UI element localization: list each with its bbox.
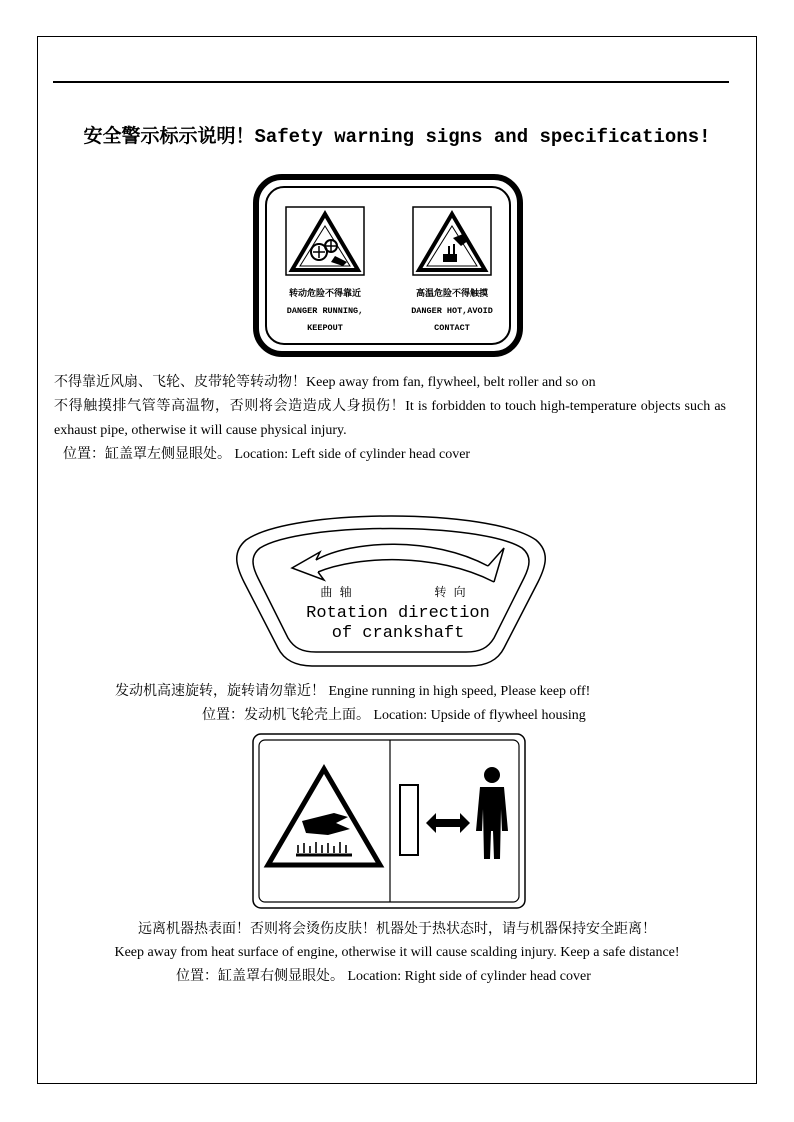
warning-label-running-hot xyxy=(253,174,523,358)
header-rule xyxy=(53,81,729,83)
sign1-location: 位置：缸盖罩左侧显眼处。 Location: Left side of cylinder head cover xyxy=(63,447,471,462)
sign1-line-1: 不得靠近风扇、飞轮、皮带轮等转动物！Keep away from fan, flywheel, belt roller and so on xyxy=(54,375,596,390)
label-cn-direction: 转 向 xyxy=(434,586,466,600)
label-left-cn: 转动危险不得靠近 xyxy=(288,289,362,299)
label-en-crankshaft: of crankshaft xyxy=(331,624,465,643)
sign3-line-1: 远离机器热表面！否则将会烫伤皮肤！机器处于热状态时，请与机器保持安全距离！ xyxy=(138,922,656,937)
hot-surface-label xyxy=(252,733,526,909)
label-right-en-1: DANGER HOT,AVOID xyxy=(411,306,493,316)
sign2-location: 位置：发动机飞轮壳上面。 Location: Upside of flywheel housing xyxy=(202,708,586,723)
sign3-location: 位置：缸盖罩右侧显眼处。 Location: Right side of cylinder head cover xyxy=(176,969,591,984)
rotating-gears-icon xyxy=(286,207,364,275)
hot-surface-hand-icon xyxy=(413,207,491,275)
label-left-en-2: KEEPOUT xyxy=(307,323,343,333)
label-cn-crankshaft: 曲 轴 xyxy=(320,586,352,600)
sign3-line-2: Keep away from heat surface of engine, otherwise it will cause scalding injury. Keep a safe distance! xyxy=(114,945,680,960)
sign2-line-1: 发动机高速旋转，旋转请勿靠近！ Engine running in high speed, Please keep off! xyxy=(115,684,591,699)
label-right-cn: 高温危险不得触摸 xyxy=(415,289,489,299)
label-left-en-1: DANGER RUNNING, xyxy=(286,306,364,316)
label-en-rotation: Rotation direction xyxy=(306,604,490,623)
sign1-line-2: 不得触摸排气管等高温物，否则将会造造成人身损伤！It is forbidden to touch high-temperature objects such as exhaust pipe, otherwise it will cause physical injury. xyxy=(54,399,726,438)
page-title: 安全警示标示说明！Safety warning signs and specifications! xyxy=(83,126,711,148)
rotation-direction-label xyxy=(232,500,550,672)
label-right-en-2: CONTACT xyxy=(434,323,470,333)
